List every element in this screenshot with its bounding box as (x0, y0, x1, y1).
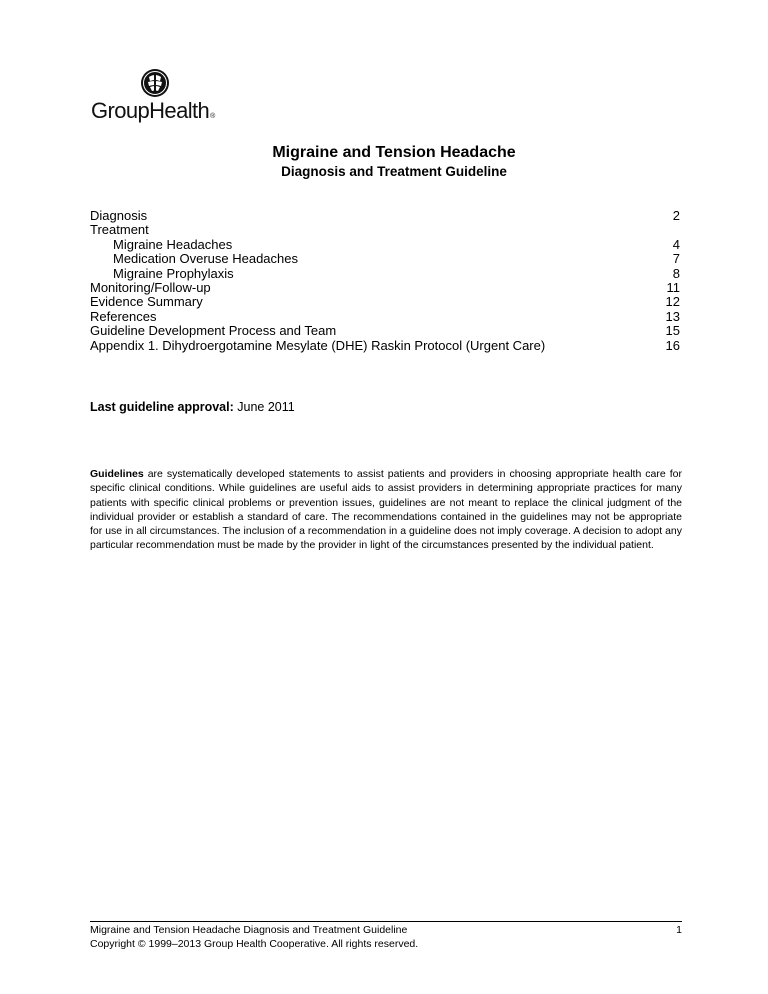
toc-entry-label: Treatment (90, 222, 149, 238)
toc-entry[interactable] (90, 252, 680, 266)
footer-divider (90, 921, 682, 922)
toc-entry-page: 16 (665, 337, 680, 353)
toc-entry[interactable] (90, 281, 680, 295)
toc-entry-page: 8 (672, 265, 680, 281)
document-subtitle: Diagnosis and Treatment Guideline (281, 164, 507, 179)
footer-title: Migraine and Tension Headache Diagnosis and Treatment Guideline (90, 924, 408, 936)
approval-line (90, 400, 295, 414)
footer-page-number: 1 (676, 924, 682, 936)
disclaimer-text: are systematically developed statements to assist patients and providers in choosing appropriate health care for specific clinical conditions. While guidelines are useful aids to assist providers in determining appropriate practices for many patients with specific clinical problems or prevention issues, guidelines are not meant to replace the clinical judgment of the individual provider or establish a standard of care. The recommendations contained in the guidelines may not be appropriate for use in all circumstances. The inclusion of a recommendation in a guideline does not imply coverage. A decision to adopt any particular recommendation must be made by the provider in light of the circumstances presented by the individual patient. (90, 468, 683, 552)
toc-entry-label: Evidence Summary (90, 294, 203, 310)
document-title: Migraine and Tension Headache (272, 144, 516, 161)
footer-copyright: Copyright © 1999–2013 Group Health Cooperative. All rights reserved. (90, 938, 419, 950)
toc-entry-label: References (90, 308, 157, 324)
toc-entry-label: Migraine Prophylaxis (113, 265, 234, 281)
table-of-contents (90, 209, 680, 353)
toc-entry-label: Diagnosis (90, 208, 148, 223)
approval-label: Last guideline approval: (90, 400, 234, 414)
disclaimer-lead: Guidelines (90, 468, 144, 480)
toc-entry[interactable] (90, 339, 680, 353)
toc-entry-label: Guideline Development Process and Team (90, 323, 337, 339)
toc-entry-label: Medication Overuse Headaches (113, 251, 298, 267)
toc-entry-page: 7 (672, 251, 680, 267)
group-health-seal-icon (140, 68, 170, 98)
toc-entry[interactable] (90, 324, 680, 338)
toc-entry[interactable] (90, 295, 680, 309)
toc-entry[interactable] (90, 310, 680, 324)
toc-entry-page: 15 (665, 323, 680, 339)
group-health-logo (91, 68, 231, 128)
toc-entry-page: 11 (666, 279, 680, 295)
toc-entry-page: 4 (672, 236, 680, 252)
approval-date: June 2011 (237, 400, 295, 414)
toc-entry-page: 12 (665, 294, 680, 310)
toc-entry-page: 2 (672, 208, 680, 223)
toc-entry-page: 13 (665, 308, 680, 324)
guidelines-disclaimer (90, 467, 682, 553)
toc-entry[interactable] (90, 267, 680, 281)
toc-entry[interactable] (90, 238, 680, 252)
toc-entry[interactable] (90, 209, 680, 223)
toc-entry-label: Appendix 1. Dihydroergotamine Mesylate (DHE) Raskin Protocol (Urgent Care) (90, 337, 546, 353)
footer-title-row (90, 924, 682, 936)
toc-entry[interactable] (90, 223, 680, 237)
logo-wordmark: GroupHealth® (91, 98, 216, 123)
toc-entry-label: Migraine Headaches (113, 236, 233, 252)
toc-entry-label: Monitoring/Follow-up (90, 279, 211, 295)
